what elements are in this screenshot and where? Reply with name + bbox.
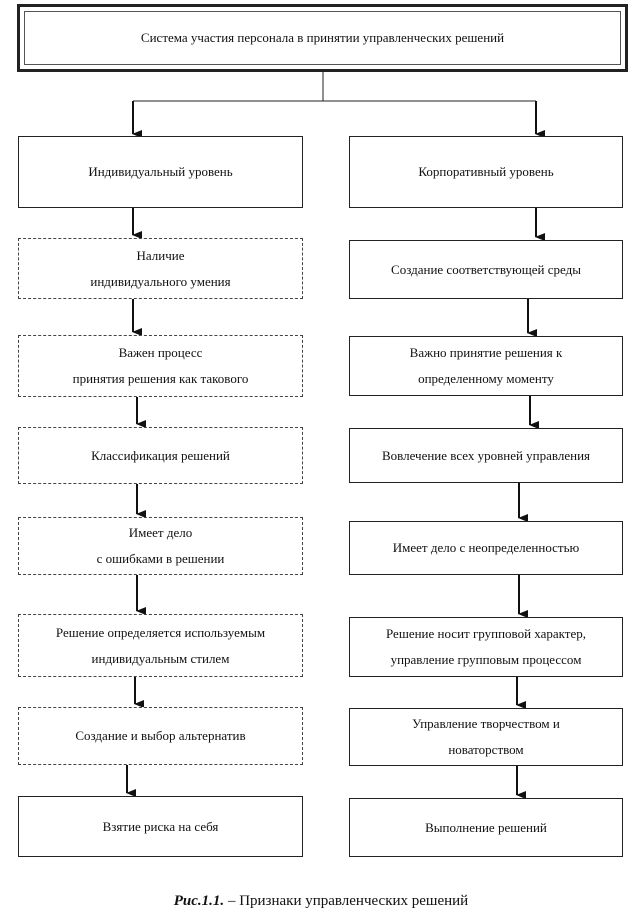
figure-caption: [0, 893, 642, 910]
left-item-6: [18, 707, 303, 765]
right-item-4-line-1: Имеет дело с неопределенностью: [392, 540, 580, 555]
left-item-2-line-2: принятия решения как такового: [72, 371, 249, 386]
left-item-2: [18, 335, 303, 397]
left-header-box: [18, 136, 303, 208]
right-item-5-line-2: управление групповым процессом: [390, 652, 582, 667]
left-item-4-line-2: с ошибками в решении: [96, 551, 225, 566]
right-item-2: [349, 336, 623, 396]
right-item-2-line-1: Важно принятие решения к: [409, 345, 563, 360]
right-item-6-line-2: новаторством: [448, 742, 524, 757]
right-item-5-line-1: Решение носит групповой характер,: [385, 626, 587, 641]
right-header-label: Корпоративный уровень: [418, 164, 554, 179]
right-item-7-line-1: Выполнение решений: [425, 819, 547, 835]
right-item-7: [349, 798, 623, 857]
right-item-6: [349, 708, 623, 766]
left-item-5-line-2: индивидуальным стилем: [91, 650, 230, 666]
left-item-3: [18, 427, 303, 484]
figure-label: Рис.1.1.: [173, 893, 225, 909]
left-item-7: [18, 796, 303, 857]
left-header-label: Индивидуальный уровень: [88, 164, 233, 179]
left-item-6-line-1: Создание и выбор альтернатив: [75, 728, 246, 743]
left-item-1-line-2: индивидуального умения: [90, 273, 231, 289]
right-item-2-line-2: определенному моменту: [418, 371, 554, 386]
left-item-7-line-1: Взятие риска на себя: [102, 818, 219, 834]
left-item-1: [18, 238, 303, 299]
right-item-6-line-1: Управление творчеством и: [412, 716, 560, 731]
right-item-4: [349, 521, 623, 575]
diagram-title: Система участия персонала в принятии управленческих решений: [140, 30, 505, 45]
right-item-3-line-1: Вовлечение всех уровней управления: [381, 447, 591, 463]
right-header-box: [349, 136, 623, 208]
figure-caption-text: – Признаки управленческих решений: [224, 893, 469, 909]
right-item-1: [349, 240, 623, 299]
diagram-title-box: [17, 4, 628, 72]
right-item-5: [349, 617, 623, 677]
right-item-3: [349, 428, 623, 483]
right-item-1-line-1: Создание соответствующей среды: [391, 261, 581, 277]
left-item-1-line-1: Наличие: [136, 247, 185, 263]
left-item-5: [18, 614, 303, 677]
left-item-2-line-1: Важен процесс: [118, 345, 203, 360]
left-item-4: [18, 517, 303, 575]
left-item-3-line-1: Классификация решений: [91, 447, 230, 463]
left-item-5-line-1: Решение определяется используемым: [55, 624, 266, 640]
left-item-4-line-1: Имеет дело: [128, 525, 193, 540]
